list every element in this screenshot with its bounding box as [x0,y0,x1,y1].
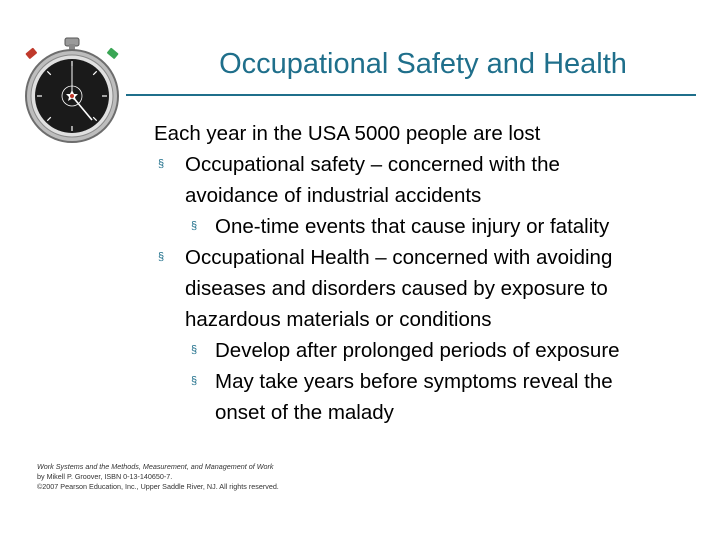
footer-copyright: ©2007 Pearson Education, Inc., Upper Saddle River, NJ. All rights reserved. [37,482,279,491]
title-divider [126,94,696,96]
bullet-item-text: hazardous materials or conditions [185,308,492,331]
bullet-item-continuation [154,304,714,335]
bullet-item [154,242,714,273]
footer-book-title: Work Systems and the Methods, Measurement, and Management of Work [37,462,274,471]
sub-bullet-item [154,211,714,242]
stopwatch-icon [20,36,126,144]
sub-bullet-item-text: One-time events that cause injury or fatality [215,215,610,238]
bullet-item-continuation [154,180,714,211]
slide-title: Occupational Safety and Health [219,48,627,80]
sub-bullet-item-text: Develop after prolonged periods of exposure [215,339,620,362]
bullet-icon: § [191,220,198,232]
sub-bullet-item [154,366,714,397]
body-line-text: Each year in the USA 5000 people are lost [154,122,541,145]
bullet-item-text: Occupational Health – concerned with avoiding [185,246,613,269]
bullet-icon: § [158,251,165,263]
bullet-item-text: avoidance of industrial accidents [185,184,482,207]
sub-bullet-item [154,335,714,366]
slide-body [154,118,714,428]
bullet-item-continuation [154,273,714,304]
bullet-icon: § [158,158,165,170]
sub-bullet-item-text: May take years before symptoms reveal the [215,370,613,393]
footer-author-isbn: by Mikell P. Groover, ISBN 0-13-140650-7. [37,472,173,481]
bullet-item [154,149,714,180]
slide-footer [37,462,357,492]
body-line [154,118,714,149]
sub-bullet-item-text: onset of the malady [215,401,394,424]
bullet-item-text: diseases and disorders caused by exposure to [185,277,608,300]
bullet-icon: § [191,344,198,356]
bullet-icon: § [191,375,198,387]
sub-bullet-item-continuation [154,397,714,428]
bullet-item-text: Occupational safety – concerned with the [185,153,560,176]
